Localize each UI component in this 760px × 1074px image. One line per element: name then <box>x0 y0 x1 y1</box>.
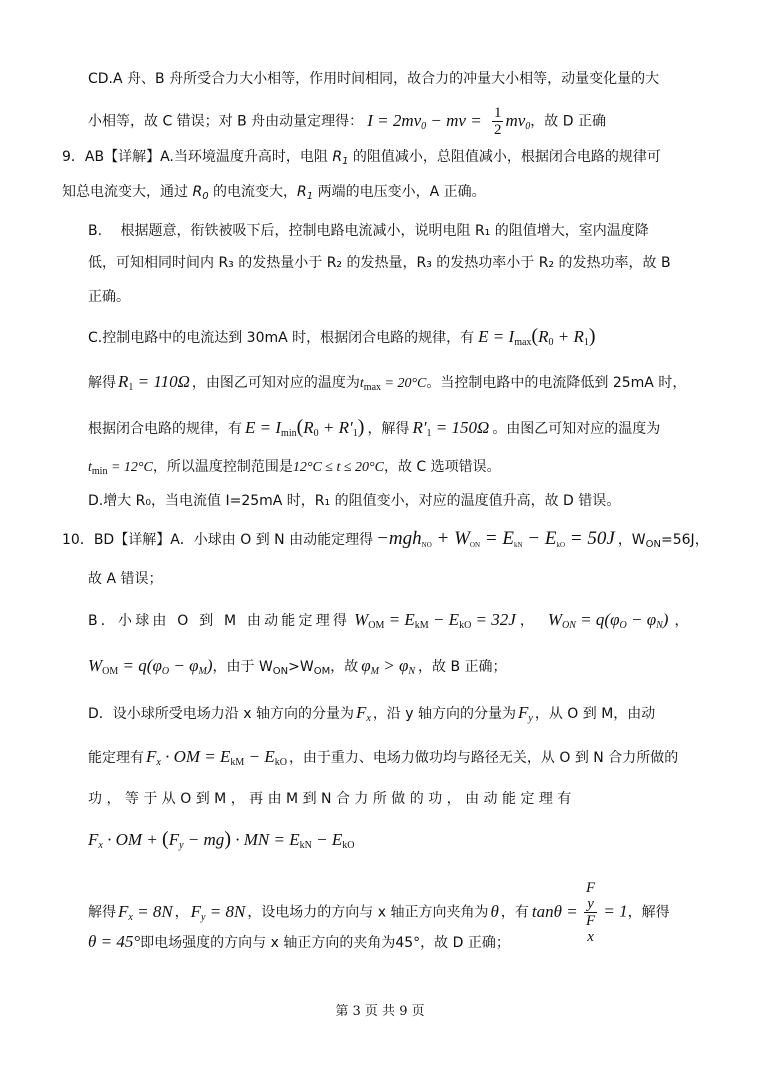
formula: $t_{min} = 12^\circ C$ <box>88 460 153 477</box>
text-line <box>62 182 486 207</box>
text-line <box>62 529 709 555</box>
formula: $E = I_{min}(R_0 + R'_1)$ <box>245 416 365 439</box>
formula: θ = 45° <box>88 932 141 951</box>
text-span: ，由于 W <box>212 659 273 675</box>
text-span: 的阻值减小，总阻值减小，根据闭合电路的规律可 <box>348 149 661 165</box>
formula: 12°C ≤ t ≤ 20°C <box>292 460 384 475</box>
text-line: 功 ， 等 于 从 O 到 M ， 再 由 M 到 N 合 力 所 做 的 功 ， 由 动 能 定 理 有 <box>88 791 572 807</box>
text-span: ON <box>645 539 662 550</box>
formula: $R_0$ <box>192 184 209 202</box>
text-line <box>88 656 507 682</box>
formula: $I = 2mv_0$ − mv = <box>367 110 486 132</box>
formula: $R_1$ <box>297 184 314 202</box>
text-line <box>88 326 596 353</box>
formula: $R'_1 = 150\Omega$ <box>412 418 490 439</box>
formula: = 1 <box>599 901 628 921</box>
text-span: ，设电场力的方向与 x 轴正方向夹角为 <box>247 904 489 921</box>
text-line: CD.A 舟、B 舟所受合力大小相等，作用时间相同，故合力的冲量大小相等，动量变化量的大 <box>88 71 660 87</box>
text-span: ，故 C 选项错误。 <box>383 459 501 475</box>
text-line <box>88 372 686 398</box>
text-span: 两端的电压变小，A 正确。 <box>313 184 486 200</box>
text-line <box>88 457 501 482</box>
text-line: 故 A 错误； <box>88 571 163 587</box>
text-line <box>88 417 660 444</box>
text-span: =56J， <box>661 532 709 548</box>
text-line: 低，可知相同时间内 R₃ 的发热量小于 R₂ 的发热量，R₃ 的发热功率小于 R₂ 的发热功率，故 B <box>88 255 671 271</box>
formula: $F_x = 8N$ <box>118 901 173 923</box>
formula: $t_{max} = 20^\circ C$ <box>359 376 427 393</box>
text-span: ，所以温度控制范围是 <box>152 459 293 475</box>
formula-fraction: $\frac{1}{2}$ <box>493 105 502 138</box>
formula: $F_x$ · OM + $(F_y - mg)$ · MN = $E_{kN} - E_{kO}$ <box>88 828 355 851</box>
formula-fraction: F y F x <box>585 880 596 945</box>
text-span: ，解得 <box>627 904 670 921</box>
text-span: 小相等，故 C 错误；对 B 舟由动量定理得： <box>88 113 364 130</box>
formula: $R_1$ <box>332 149 349 167</box>
formula: tanθ = <box>531 901 582 921</box>
text-line <box>88 829 354 856</box>
text-span: OM <box>313 666 331 677</box>
text-line: D.增大 R₀，当电流值 I=25mA 时，R₁ 的阻值变小，对应的温度值升高，故 D 错误。 <box>88 493 621 509</box>
formula: $W_{ON} = q(\varphi_O - \varphi_N)$ <box>547 610 669 631</box>
formula: $F_x$ · OM = $E_{kM} - E_{kO}$ <box>146 747 287 768</box>
text-span: ON <box>272 666 289 677</box>
formula: $F_y$ <box>518 703 533 724</box>
text-line <box>88 105 606 138</box>
text-span: 即电场强度的方向与 x 轴正方向的夹角为45°，故 D 正确； <box>140 935 510 951</box>
formula: $F_y = 8N$ <box>190 901 246 923</box>
text-span: 解得 <box>88 375 116 391</box>
text-span: ，故 D 正确 <box>530 113 606 130</box>
formula: θ <box>490 901 499 921</box>
text-span: D．设小球所受电场力沿 x 轴方向的分量为 <box>88 706 354 722</box>
text-span: ，由于重力、电场力做功均与路径无关，从 O 到 N 合力所做的 <box>288 750 679 766</box>
text-span: ，从 O 到 M，由动 <box>534 706 656 722</box>
text-span: ，W <box>617 532 646 548</box>
text-span: C.控制电路中的电流达到 30mA 时，根据闭合电路的规律，有 <box>88 330 475 346</box>
text-span: 能定理有 <box>88 750 144 766</box>
text-span: ，故 <box>330 659 359 675</box>
text-span: 根据闭合电路的规律，有 <box>88 421 242 437</box>
formula: $mv_0$ <box>505 110 531 132</box>
text-span: ，解得 <box>367 421 410 437</box>
text-span: 。由图乙可知对应的温度为 <box>492 421 661 437</box>
text-line <box>88 747 678 773</box>
text-span: B．小球由 O 到 M 由动能定理得 <box>88 613 351 629</box>
text-span: 知总电流变大，通过 <box>62 184 193 200</box>
formula: $F_x$ <box>355 703 371 724</box>
text-span: ， <box>519 613 534 629</box>
formula: $-mgh_{NO} + W_{ON} = E_{kN} - E_{kO} = 50J$ <box>376 528 615 549</box>
text-span: ，有 <box>500 904 529 921</box>
text-span: ， <box>174 904 189 921</box>
text-span: 9．AB【详解】A.当环境温度升高时，电阻 <box>62 149 333 165</box>
text-line <box>88 932 510 953</box>
text-span: 。当控制电路中的电流降低到 25mA 时， <box>426 375 687 391</box>
formula: $\varphi_M > \varphi_N$ <box>361 656 416 677</box>
formula: $R_1 = 110\Omega$ <box>118 372 190 393</box>
formula: $W_{OM} = q(\varphi_O - \varphi_M)$ <box>88 656 213 677</box>
text-span: ， <box>674 613 689 629</box>
text-line: 正确。 <box>88 289 130 305</box>
text-span: >W <box>288 659 314 675</box>
text-span: 的电流变大， <box>208 184 298 200</box>
page-footer: 第 3 页 共 9 页 <box>335 1004 425 1019</box>
text-span: ，故 B 正确； <box>418 659 507 675</box>
text-span: ，由图乙可知对应的温度为 <box>191 375 360 391</box>
text-span: 解得 <box>88 904 116 921</box>
text-span: ，沿 y 轴方向的分量为 <box>372 706 516 722</box>
text-line <box>62 147 661 172</box>
text-line: B. 根据题意，衔铁被吸下后，控制电路电流减小，说明电阻 R₁ 的阻值增大，室内温度降 <box>88 223 649 239</box>
text-line <box>88 703 655 729</box>
formula: $W_{OM} = E_{kM} - E_{kO} = 32J$ <box>354 610 516 631</box>
text-span: 10．BD【详解】A．小球由 O 到 N 由动能定理得 <box>62 532 374 548</box>
formula: $E = I_{max}(R_0 + R_1)$ <box>478 325 596 348</box>
text-line <box>88 610 688 636</box>
